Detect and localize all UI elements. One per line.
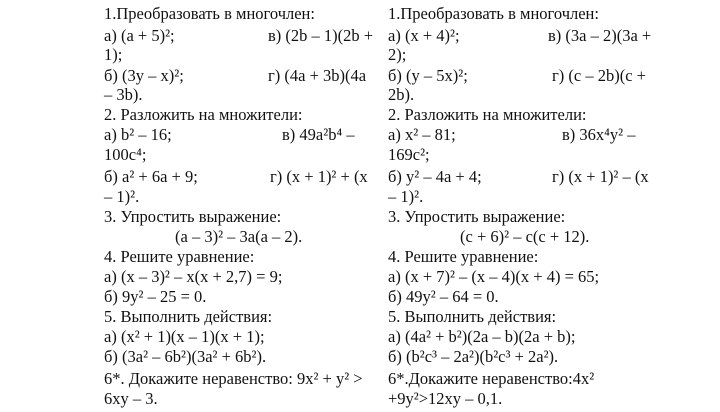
task2-a: а) b² – 16; [104,125,172,144]
task2-g: г) (x + 1)² – (x [552,167,649,186]
task4-a: а) (x – 3)² – x(x + 2,7) = 9; [104,267,283,286]
task5-a: а) (x² + 1)(x – 1)(x + 1); [104,327,265,346]
task3-expr: (a – 3)² – 3a(a – 2). [175,227,303,246]
task5-a: а) (4a² + b²)(2a – b)(2a + b); [388,327,576,346]
task6-line1: 6*.Докажите неравенство:4x² [388,369,595,388]
task2-g: г) (x + 1)² + (x [270,167,368,186]
task1-g-cont: – 3b). [104,85,143,104]
task1-g: г) (c – 2b)(c + [552,66,646,85]
task6-line2: +9y²>12xy – 0,1. [388,389,503,408]
task1-title: 1.Преобразовать в многочлен: [104,4,315,23]
task5-title: 5. Выполнить действия: [104,307,273,326]
task4-b: б) 9y² – 25 = 0. [104,287,207,306]
task2-title: 2. Разложить на множители: [104,105,303,124]
task1-v-cont: 1); [104,45,123,64]
task4-title: 4. Решите уравнение: [388,247,539,266]
task2-v-cont: 100c⁴; [104,145,147,164]
task5-title: 5. Выполнить действия: [388,307,557,326]
task1-g: г) (4a + 3b)(4a [268,66,367,85]
task1-b: б) (y – 5x)²; [388,66,468,85]
task1-b: б) (3y – x)²; [104,66,184,85]
task3-title: 3. Упростить выражение: [388,207,566,226]
task2-b: б) a² + 6a + 9; [104,167,198,186]
task4-b: б) 49y² – 64 = 0. [388,287,499,306]
task1-v-cont: 2); [388,45,407,64]
task2-a: а) x² – 81; [388,125,456,144]
task2-b: б) y² – 4a + 4; [388,167,482,186]
task6-line2: 6xy – 3. [104,389,158,408]
task5-b: б) (b²c³ – 2a²)(b²c³ + 2a²). [388,347,559,366]
task4-a: а) (x + 7)² – (x – 4)(x + 4) = 65; [388,267,600,286]
task5-b: б) (3a² – 6b²)(3a² + 6b²). [104,347,267,366]
task2-title: 2. Разложить на множители: [388,105,587,124]
task1-v: в) (2b – 1)(2b + [268,26,374,45]
task2-g-cont: – 1)². [388,187,424,206]
task4-title: 4. Решите уравнение: [104,247,255,266]
task6-line1: 6*. Докажите неравенство: 9x² + y² > [104,369,363,388]
task3-expr: (c + 6)² – c(c + 12). [460,227,590,246]
task1-v: в) (3a – 2)(3a + [548,26,652,45]
task2-g-cont: – 1)². [104,187,140,206]
task3-title: 3. Упростить выражение: [104,207,282,226]
task1-g-cont: 2b). [388,85,415,104]
task2-v-cont: 169c²; [388,145,430,164]
task1-a: а) (a + 5)²; [104,26,175,45]
task1-a: а) (x + 4)²; [388,26,460,45]
task1-title: 1.Преобразовать в многочлен: [388,4,599,23]
task2-v: в) 49a²b⁴ – [282,125,355,144]
task2-v: в) 36x⁴y² – [562,125,636,144]
